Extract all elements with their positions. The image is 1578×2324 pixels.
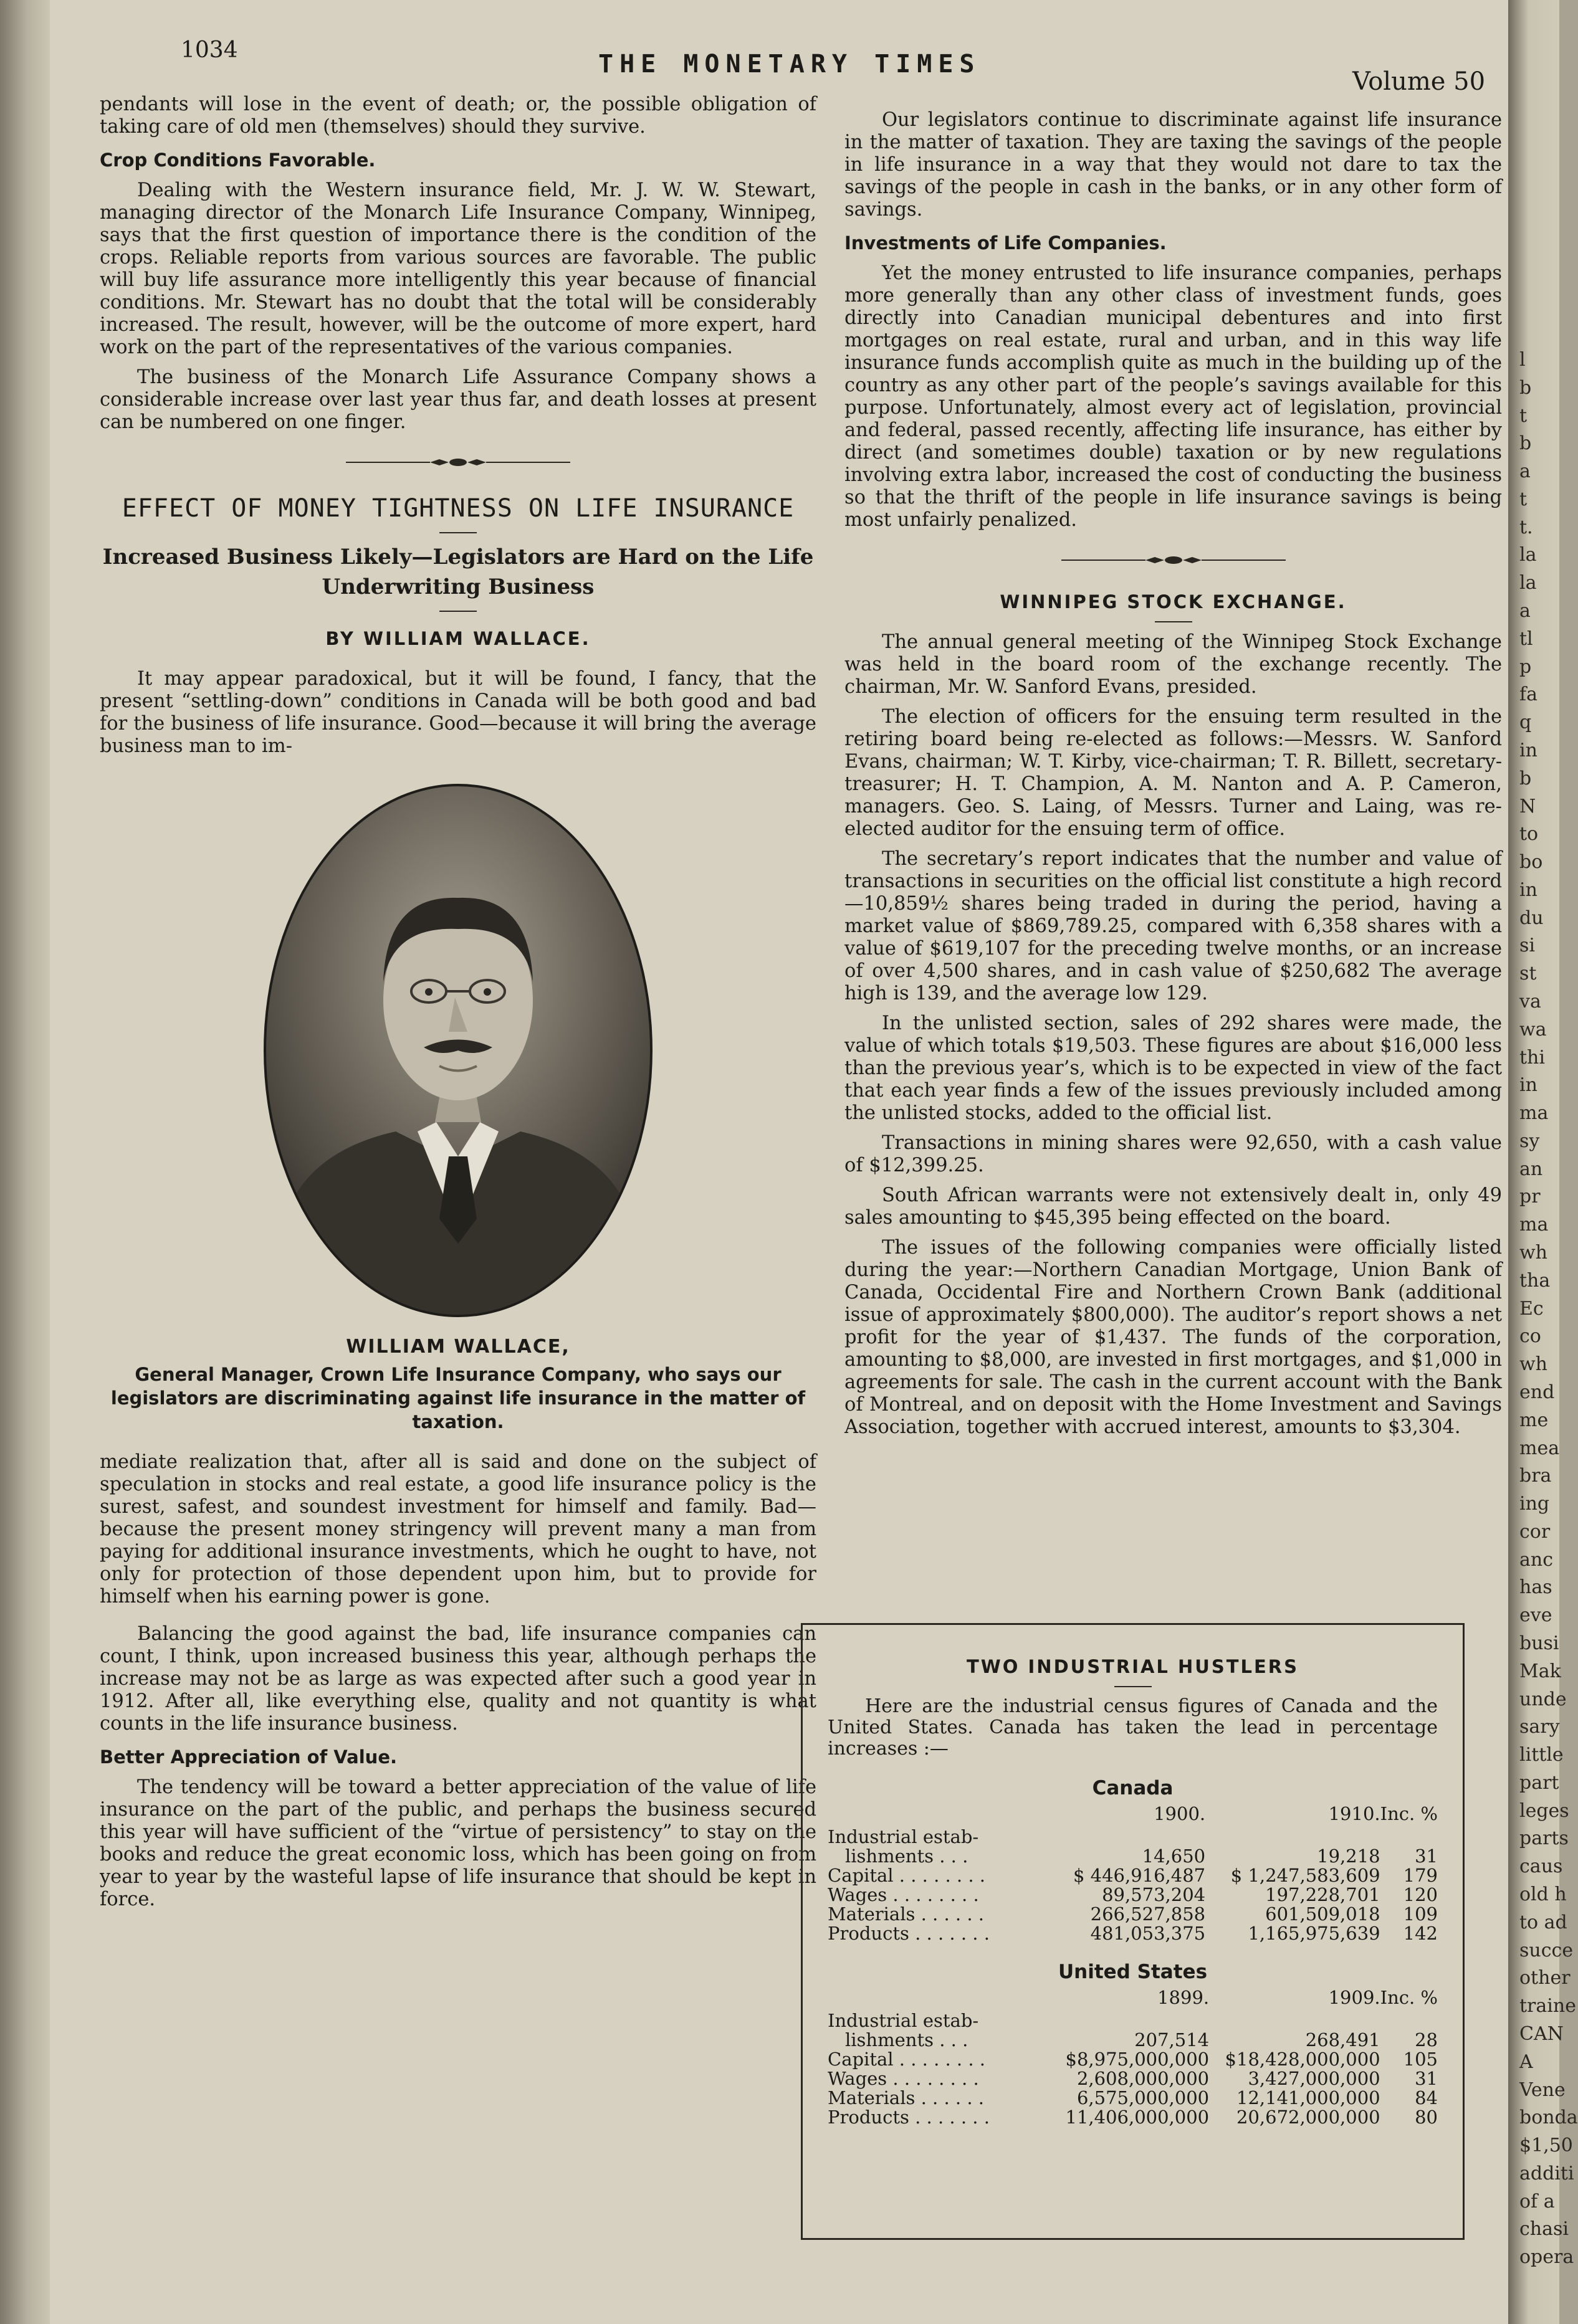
value-cell: 19,218 <box>1317 1845 1380 1867</box>
value-cell <box>1051 2011 1209 2031</box>
row-label: Wages . . . . . . . . <box>828 2068 979 2089</box>
next-page-edge <box>1508 0 1578 2324</box>
next-page-fragment: thi <box>1519 1046 1545 1069</box>
next-page-fragment: anc <box>1519 1548 1554 1571</box>
row-label: Products . . . . . . . <box>828 2107 990 2128</box>
next-page-fragment: cor <box>1519 1520 1551 1543</box>
value-cell: 207,514 <box>1134 2029 1210 2050</box>
next-page-fragment: an <box>1519 1158 1543 1180</box>
pct-cell: 84 <box>1415 2087 1438 2108</box>
table-row <box>828 1905 1438 1924</box>
next-page-fragment: caus <box>1519 1855 1563 1878</box>
table-row <box>828 1866 1438 1885</box>
table-row <box>828 2088 1438 2108</box>
census-rule <box>1114 1686 1152 1687</box>
article-paragraph: mediate realization that, after all is said and done on the subject of speculation in stocks and real estate, a good life insurance policy is the surest, safest, and soundest investment for himself and family. Bad—because the present money stringency will prevent many a man from paying for additional insurance investments, which he ought to have, not only for protection of those dependent upon him, but to provide for himself when his earning power is gone. <box>100 1451 816 1607</box>
investments-paragraph: Yet the money entrusted to life insurance companies, perhaps more generally than any other class of investment funds, goes directly into Canadian municipal debentures and into first mortgages on real estate, rural and urban, and in this way life insurance funds accomplish quite as much in the building up of the country as any other part of the people’s savings available for this purpose. Unfortunately, almost every act of legislation, provincial and federal, passed recently, affecting life insurance, has either by direct (and sometimes double) taxation or by new regulations involving extra labor, increased the cost of conducting the business so that the thrift of the people in life insurance savings is being most unfairly penalized. <box>844 262 1502 531</box>
next-page-fragment: has <box>1519 1576 1552 1599</box>
pct-cell: 80 <box>1415 2107 1438 2128</box>
pct-cell <box>1380 1827 1438 1847</box>
next-page-fragment: b <box>1519 432 1532 455</box>
next-page-fragment: wh <box>1519 1242 1547 1264</box>
census-intro: Here are the industrial census figures of Canada and the United States. Canada has taken the lead in percentage increases :— <box>828 1695 1438 1760</box>
byline: BY WILLIAM WALLACE. <box>325 628 591 649</box>
census-title: TWO INDUSTRIAL HUSTLERS <box>967 1656 1299 1677</box>
next-page-fragment: A <box>1519 2050 1533 2073</box>
next-page-fragment: ma <box>1519 1102 1549 1125</box>
value-cell: 3,427,000,000 <box>1248 2068 1380 2089</box>
pct-cell: 179 <box>1403 1865 1438 1886</box>
table-row <box>828 1827 1438 1847</box>
article-deck: Increased Business Likely—Legislators are Hard on the Life Underwriting Business <box>102 545 814 599</box>
intro-paragraph: pendants will lose in the event of death; or, the possible obligation of taking care of old men (themselves) should they survive. <box>100 93 816 138</box>
year-header: 1909. <box>1328 1987 1380 2008</box>
next-page-fragment: du <box>1519 907 1544 929</box>
table-header-row <box>828 1804 1438 1827</box>
article-title: EFFECT OF MONEY TIGHTNESS ON LIFE INSURANCE <box>122 494 795 523</box>
investments-heading: Investments of Life Companies. <box>844 232 1167 254</box>
next-page-fragment: tha <box>1519 1269 1551 1292</box>
value-cell <box>1205 1827 1380 1847</box>
united-states-table <box>828 1988 1438 2127</box>
next-page-fragment: parts <box>1519 1827 1569 1850</box>
table-row <box>828 2011 1438 2031</box>
next-page-fragment: succe <box>1519 1939 1574 1961</box>
year-header: 1910. <box>1328 1803 1380 1824</box>
article-paragraph: Balancing the good against the bad, life insurance companies can count, I think, upon increased business this year, although perhaps the increase may not be as large as was expected after such a good year in 1912. After all, like everything else, quality and not quantity is what counts in the life insurance business. <box>100 1623 816 1735</box>
appreciation-heading: Better Appreciation of Value. <box>100 1746 397 1768</box>
next-page-fragment: $1,50 <box>1519 2135 1573 2157</box>
next-page-fragment: unde <box>1519 1688 1567 1710</box>
next-page-fragment: to <box>1519 823 1539 845</box>
value-cell: $ 1,247,583,609 <box>1230 1865 1380 1886</box>
next-page-fragment: Ec <box>1519 1297 1544 1320</box>
value-cell: 89,573,204 <box>1102 1884 1206 1905</box>
next-page-fragment: la <box>1519 544 1537 566</box>
next-page-fragment: bra <box>1519 1465 1552 1487</box>
table-row <box>828 1885 1438 1905</box>
value-cell: 14,650 <box>1142 1845 1206 1867</box>
year-header: 1900. <box>1154 1803 1206 1824</box>
left-column <box>100 93 816 1918</box>
page-number: 1034 <box>181 37 238 63</box>
next-page-fragment: t. <box>1519 516 1533 538</box>
row-label: Wages . . . . . . . . <box>828 1884 979 1905</box>
next-page-fragment: fa <box>1519 683 1537 706</box>
next-page-fragment: eve <box>1519 1604 1552 1627</box>
next-page-fragment: leges <box>1519 1799 1569 1822</box>
next-page-fragment: la <box>1519 572 1537 594</box>
ornament-divider <box>844 554 1502 569</box>
next-page-fragment: l <box>1519 349 1526 371</box>
next-page-fragment: in <box>1519 879 1537 901</box>
next-page-fragment: st <box>1519 963 1537 985</box>
caption-name: WILLIAM WALLACE, <box>346 1336 570 1358</box>
exchange-paragraph: In the unlisted section, sales of 292 shares were made, the value of which totals $19,503. These figures are about $16,000 less than the previous year’s, which is to be expected in view of the fact that each year finds a few of the issues previously included among the unlisted stocks, added to the official list. <box>844 1012 1502 1124</box>
next-page-fragment: N <box>1519 795 1536 817</box>
next-page-fragment: to ad <box>1519 1911 1567 1933</box>
next-page-fragment: wa <box>1519 1018 1547 1041</box>
next-page-fragment: Vene <box>1519 2079 1566 2101</box>
page <box>50 0 1508 2324</box>
next-page-fragment: b <box>1519 767 1532 789</box>
next-page-fragment: sary <box>1519 1716 1560 1738</box>
ornament-divider <box>100 456 816 471</box>
next-page-fragment: little <box>1519 1744 1564 1766</box>
row-label: Industrial estab- <box>828 2010 979 2031</box>
value-cell <box>1209 2011 1380 2031</box>
next-page-fragment: old h <box>1519 1883 1567 1906</box>
deck-rule <box>439 611 477 612</box>
title-rule <box>439 532 477 533</box>
next-page-fragment: a <box>1519 600 1531 622</box>
next-page-fragment: me <box>1519 1409 1549 1431</box>
crop-paragraph: The business of the Monarch Life Assurance Company shows a considerable increase over last year thus far, and death losses at present can be numbered on one finger. <box>100 366 816 433</box>
next-page-fragment: CAN <box>1519 2022 1564 2045</box>
exchange-paragraph: The annual general meeting of the Winnipeg Stock Exchange was held in the board room of the exchange recently. The chairman, Mr. W. Sanford Evans, presided. <box>844 631 1502 698</box>
value-cell: 197,228,701 <box>1265 1884 1380 1905</box>
value-cell: 20,672,000,000 <box>1236 2107 1380 2128</box>
value-cell: 6,575,000,000 <box>1076 2087 1210 2108</box>
exchange-heading: WINNIPEG STOCK EXCHANGE. <box>1000 591 1347 612</box>
row-label: Capital . . . . . . . . <box>828 1865 986 1886</box>
value-cell: 1,165,975,639 <box>1248 1923 1380 1944</box>
table-row <box>828 2069 1438 2088</box>
next-page-fragment: p <box>1519 655 1532 678</box>
table-row <box>828 1847 1438 1866</box>
row-label: Materials . . . . . . <box>828 2087 985 2108</box>
next-page-fragment: part <box>1519 1771 1559 1794</box>
row-label: Products . . . . . . . <box>828 1923 990 1944</box>
exchange-paragraph: The issues of the following companies were officially listed during the year:—Northern Canadian Mortgage, Union Bank of Canada, Occidental Fire and Northern Crown Bank (additional issue of approximately $800,000). The auditor’s report shows a net profit for the year of $1,437. The funds of the corporation, amounting to $8,000, are invested in first mortgages, and $1,000 in agreements for sale. The cash in the current account with the Bank of Montreal, and on deposit with the Home Investment and Savings Association, together with accrued interest, amounts to $3,304. <box>844 1237 1502 1438</box>
row-label: Industrial estab- <box>828 1826 979 1847</box>
next-page-fragment: mea <box>1519 1437 1560 1459</box>
next-page-fragment: t <box>1519 404 1528 427</box>
exchange-paragraph: Transactions in mining shares were 92,650, with a cash value of $12,399.25. <box>844 1132 1502 1176</box>
taxation-paragraph: Our legislators continue to discriminate against life insurance in the matter of taxation. They are taxing the savings of the people in life insurance in a way that they would not dare to tax the savings of the people in cash in the banks, or in any other form of savings. <box>844 109 1502 221</box>
row-label: Materials . . . . . . <box>828 1903 985 1925</box>
increase-header: Inc. % <box>1380 1987 1438 2008</box>
next-page-fragment: in <box>1519 739 1537 761</box>
volume-label: Volume 50 <box>1352 67 1486 96</box>
value-cell: 11,406,000,000 <box>1065 2107 1210 2128</box>
value-cell: $18,428,000,000 <box>1225 2049 1380 2070</box>
year-header: 1899. <box>1157 1987 1210 2008</box>
increase-header: Inc. % <box>1380 1803 1438 1824</box>
next-page-fragment: t <box>1519 488 1528 510</box>
canada-table <box>828 1804 1438 1943</box>
value-cell: $8,975,000,000 <box>1065 2049 1210 2070</box>
article-paragraph: The tendency will be toward a better appreciation of the value of life insurance on the part of the public, and perhaps the business secured this year will have sufficient of the “virtue of persistency” to stay on the books and reduce the great economic loss, which has been going on from year to year by the wasteful lapse of life insurance that should be kept in force. <box>100 1776 816 1910</box>
right-column <box>844 109 1502 1446</box>
next-page-fragment: pr <box>1519 1186 1541 1208</box>
next-page-fragment: a <box>1519 460 1531 483</box>
next-page-fragment: busi <box>1519 1632 1559 1654</box>
next-page-fragment: ing <box>1519 1493 1550 1515</box>
census-box <box>801 1623 1465 2240</box>
row-label: lishments . . . <box>845 2029 968 2050</box>
next-page-fragment: q <box>1519 712 1532 734</box>
next-page-fragment: ma <box>1519 1214 1549 1236</box>
next-page-fragment: va <box>1519 991 1541 1012</box>
next-page-fragment: tl <box>1519 627 1533 650</box>
exchange-paragraph: The election of officers for the ensuing term resulted in the retiring board being re-elected as follows:—Messrs. W. Sanford Evans, chairman; W. T. Kirby, vice-chairman; T. R. Billett, secretary-treasurer; H. T. Champion, A. M. Nanton and A. P. Cameron, managers. Geo. S. Laing, of Messrs. Turner and Laing, was re-elected auditor for the ensuing term of office. <box>844 706 1502 840</box>
table-row <box>828 2050 1438 2069</box>
next-page-fragment: si <box>1519 935 1535 957</box>
crop-heading: Crop Conditions Favorable. <box>100 150 376 171</box>
article-paragraph: It may appear paradoxical, but it will be found, I fancy, that the present “settling-down” conditions in Canada will be both good and bad for the business of life insurance. Good—because it will bring the average business man to im- <box>100 668 816 757</box>
next-page-fragment: opera <box>1519 2246 1574 2269</box>
next-page-fragment: sy <box>1519 1130 1540 1152</box>
row-label: lishments . . . <box>845 1845 968 1867</box>
next-page-fragment: of a <box>1519 2190 1555 2212</box>
journal-title: THE MONETARY TIMES <box>598 50 981 79</box>
next-page-fragment: b <box>1519 376 1532 399</box>
canada-heading: Canada <box>1092 1777 1174 1799</box>
next-page-fragment: end <box>1519 1381 1555 1403</box>
next-page-fragment: wh <box>1519 1353 1547 1376</box>
value-cell: 268,491 <box>1305 2029 1380 2050</box>
next-page-fragment: in <box>1519 1074 1537 1097</box>
value-cell: 601,509,018 <box>1265 1903 1380 1925</box>
pct-cell: 31 <box>1415 1845 1438 1867</box>
pct-cell: 105 <box>1403 2049 1438 2070</box>
crop-paragraph: Dealing with the Western insurance field, Mr. J. W. W. Stewart, managing director of the Monarch Life Insurance Company, Winnipeg, says that the first question of importance there is the condition of the crops. Reliable reports from various sources are favorable. The public will buy life assurance more intelligently this year because of financial conditions. Mr. Stewart has no doubt that the total will be considerably increased. The result, however, will be the outcome of more expert, hard work on the part of the representatives of the various companies. <box>100 179 816 358</box>
united-states-heading: United States <box>1058 1961 1208 1983</box>
value-cell: $ 446,916,487 <box>1073 1865 1206 1886</box>
portrait-photo <box>262 783 654 1318</box>
value-cell: 2,608,000,000 <box>1076 2068 1210 2089</box>
pct-cell: 28 <box>1415 2029 1438 2050</box>
table-row <box>828 2108 1438 2127</box>
value-cell: 481,053,375 <box>1090 1923 1206 1944</box>
next-page-fragment: traine <box>1519 1995 1576 2017</box>
row-label: Capital . . . . . . . . <box>828 2049 986 2070</box>
next-page-fragment: other <box>1519 1967 1571 1989</box>
binding-gutter <box>0 0 50 2324</box>
next-page-fragment: bonda <box>1519 2107 1578 2129</box>
next-page-fragment: Mak <box>1519 1660 1561 1682</box>
exchange-rule <box>1155 621 1192 622</box>
photo-caption: General Manager, Crown Life Insurance Company, who says our legislators are discriminating against life insurance in the matter of taxation. <box>110 1364 806 1432</box>
next-page-fragment: additi <box>1519 2162 1574 2184</box>
table-row <box>828 1924 1438 1943</box>
next-page-fragment: bo <box>1519 851 1543 874</box>
exchange-paragraph: The secretary’s report indicates that the number and value of transactions in securities on the official list constitute a high record—10,859½ shares being traded in during the period, having a market value of $869,789.25, compared with 6,358 shares with a value of $619,107 for the preceding twelve months, or an increase of over 4,500 shares, and in cash value of $250,682 The average high is 139, and the average low 129. <box>844 848 1502 1004</box>
next-page-fragment: co <box>1519 1325 1541 1348</box>
pct-cell <box>1380 2011 1438 2031</box>
table-header-row <box>828 1988 1438 2011</box>
value-cell <box>1051 1827 1205 1847</box>
next-page-fragment: chasi <box>1519 2218 1569 2241</box>
table-row <box>828 2031 1438 2050</box>
pct-cell: 109 <box>1403 1903 1438 1925</box>
value-cell: 12,141,000,000 <box>1236 2087 1380 2108</box>
pct-cell: 142 <box>1403 1923 1438 1944</box>
pct-cell: 120 <box>1403 1884 1438 1905</box>
exchange-paragraph: South African warrants were not extensively dealt in, only 49 sales amounting to $45,395 being effected on the board. <box>844 1184 1502 1229</box>
value-cell: 266,527,858 <box>1090 1903 1206 1925</box>
pct-cell: 31 <box>1415 2068 1438 2089</box>
